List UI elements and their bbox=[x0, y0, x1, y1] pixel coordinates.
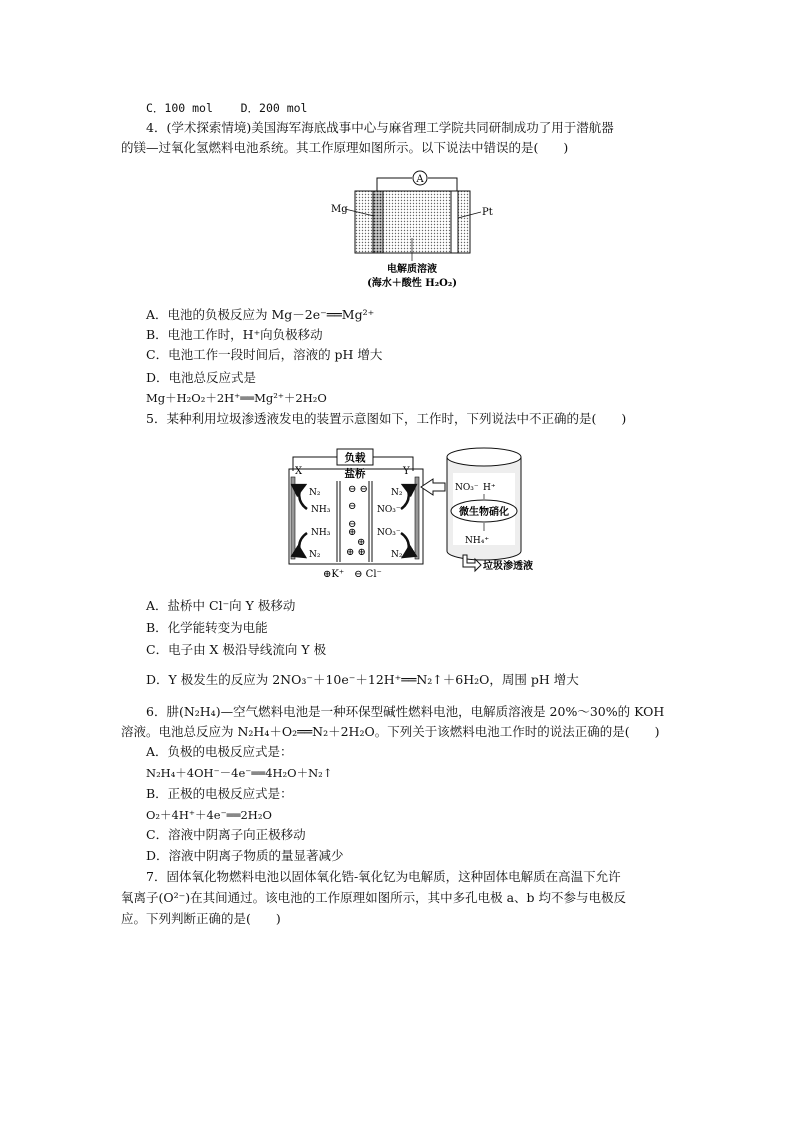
right-no3-top: NO₃⁻ bbox=[377, 505, 401, 515]
q4-option-c[interactable]: C．电池工作一段时间后，溶液的 pH 增大 bbox=[146, 347, 383, 362]
q5-option-a[interactable]: A．盐桥中 Cl⁻向 Y 极移动 bbox=[146, 598, 296, 613]
cyl-no3: NO₃⁻ bbox=[455, 483, 479, 493]
q6-stem-line1: 6．肼(N₂H₄)—空气燃料电池是一种环保型碱性燃料电池，电解质溶液是 20%～30%的 KOH bbox=[146, 704, 665, 719]
q7-stem-line2: 氧离子(O²⁻)在其间通过。该电池的工作原理如图所示，其中多孔电极 a、b 均不参与电极反 bbox=[121, 890, 627, 905]
leachate-label: 垃圾渗透液 bbox=[483, 561, 533, 572]
svg-text:⊖: ⊖ bbox=[348, 501, 357, 512]
svg-text:⊕: ⊕ bbox=[348, 527, 357, 538]
q6-stem-line2: 溶液。电池总反应为 N₂H₄＋O₂══N₂＋2H₂O。下列关于该燃料电池工作时的说法正确的是( ) bbox=[121, 724, 660, 739]
q4-stem-line2: 的镁—过氧化氢燃料电池系统。其工作原理如图所示。以下说法中错误的是( ) bbox=[121, 140, 569, 155]
mg-electrode bbox=[373, 191, 383, 253]
salt-bridge-label: 盐桥 bbox=[344, 468, 366, 480]
mg-label: Mg bbox=[331, 204, 348, 215]
q5-figure-leachate-cell bbox=[285, 447, 550, 582]
ammeter-label: A bbox=[416, 174, 424, 185]
q4-option-a[interactable]: A．电池的负极反应为 Mg－2e⁻══Mg²⁺ bbox=[146, 307, 375, 322]
q5-option-b[interactable]: B．化学能转变为电能 bbox=[146, 620, 268, 635]
q3-options-cd bbox=[146, 100, 307, 116]
q6-option-a-equation: N₂H₄＋4OH⁻－4e⁻══4H₂O＋N₂↑ bbox=[146, 766, 333, 780]
ion-legend: ⊕K⁺ ⊖ Cl⁻ bbox=[323, 569, 382, 580]
q6-option-b[interactable]: B．正极的电极反应式是： bbox=[146, 786, 293, 801]
svg-text:⊖ ⊖: ⊖ ⊖ bbox=[348, 484, 368, 495]
electrolyte-caption: 电解质溶液 bbox=[387, 264, 437, 275]
svg-text:⊖: ⊖ bbox=[348, 519, 357, 530]
q3-option-d: D．200 mol bbox=[240, 101, 308, 115]
q4-option-b[interactable]: B．电池工作时，H⁺向负极移动 bbox=[146, 327, 323, 342]
svg-text:⊕: ⊕ bbox=[357, 537, 366, 548]
right-n2-bottom: N₂ bbox=[391, 550, 403, 560]
q6-option-b-equation: O₂＋4H⁺＋4e⁻══2H₂O bbox=[146, 808, 272, 822]
q3-option-c: C．100 mol bbox=[146, 101, 213, 115]
q7-stem-line1: 7．固体氧化物燃料电池以固体氧化锆-氧化钇为电解质，这种固体电解质在高温下允许 bbox=[146, 869, 621, 884]
pt-electrode bbox=[451, 191, 458, 253]
svg-text:⊕ ⊕: ⊕ ⊕ bbox=[346, 547, 366, 558]
cyl-h-plus: H⁺ bbox=[483, 483, 496, 493]
q6-option-c[interactable]: C．溶液中阴离子向正极移动 bbox=[146, 827, 306, 842]
left-n2-bottom: N₂ bbox=[309, 550, 321, 560]
electrolyte-composition: (海水＋酸性 H₂O₂) bbox=[367, 278, 457, 289]
q6-option-d[interactable]: D．溶液中阴离子物质的量显著减少 bbox=[146, 848, 344, 863]
right-n2-top: N₂ bbox=[391, 488, 403, 498]
q4-stem-line1: 4．(学术探索情境)美国海军海底战事中心与麻省理工学院共同研制成功了用于潜航器 bbox=[146, 120, 614, 135]
pt-label: Pt bbox=[482, 207, 493, 218]
microbe-label: 微生物硝化 bbox=[459, 507, 509, 518]
q4-option-d-equation: Mg＋H₂O₂＋2H⁺══Mg²⁺＋2H₂O bbox=[146, 391, 327, 405]
left-nh3-bottom: NH₃ bbox=[311, 528, 331, 538]
left-nh3-top: NH₃ bbox=[311, 505, 331, 515]
load-label: 负载 bbox=[344, 452, 366, 464]
q5-stem: 5．某种利用垃圾渗透液发电的装置示意图如下，工作时，下列说法中不正确的是( ) bbox=[146, 411, 627, 426]
q4-option-d[interactable]: D．电池总反应式是 bbox=[146, 370, 257, 385]
q6-option-a[interactable]: A．负极的电极反应式是： bbox=[146, 744, 293, 759]
q5-option-c[interactable]: C．电子由 X 极沿导线流向 Y 极 bbox=[146, 642, 327, 657]
right-no3-bottom: NO₃⁻ bbox=[377, 528, 401, 538]
q7-stem-line3: 应。下列判断正确的是( ) bbox=[121, 911, 281, 926]
q4-figure-mg-h2o2-cell bbox=[325, 166, 500, 291]
left-n2-top: N₂ bbox=[309, 488, 321, 498]
q5-option-d[interactable]: D．Y 极发生的反应为 2NO₃⁻＋10e⁻＋12H⁺══N₂↑＋6H₂O，周围 pH 增大 bbox=[146, 672, 579, 687]
x-electrode-label: X bbox=[295, 466, 303, 477]
y-electrode-label: Y bbox=[403, 466, 410, 477]
cyl-nh4: NH₄⁺ bbox=[465, 536, 490, 546]
